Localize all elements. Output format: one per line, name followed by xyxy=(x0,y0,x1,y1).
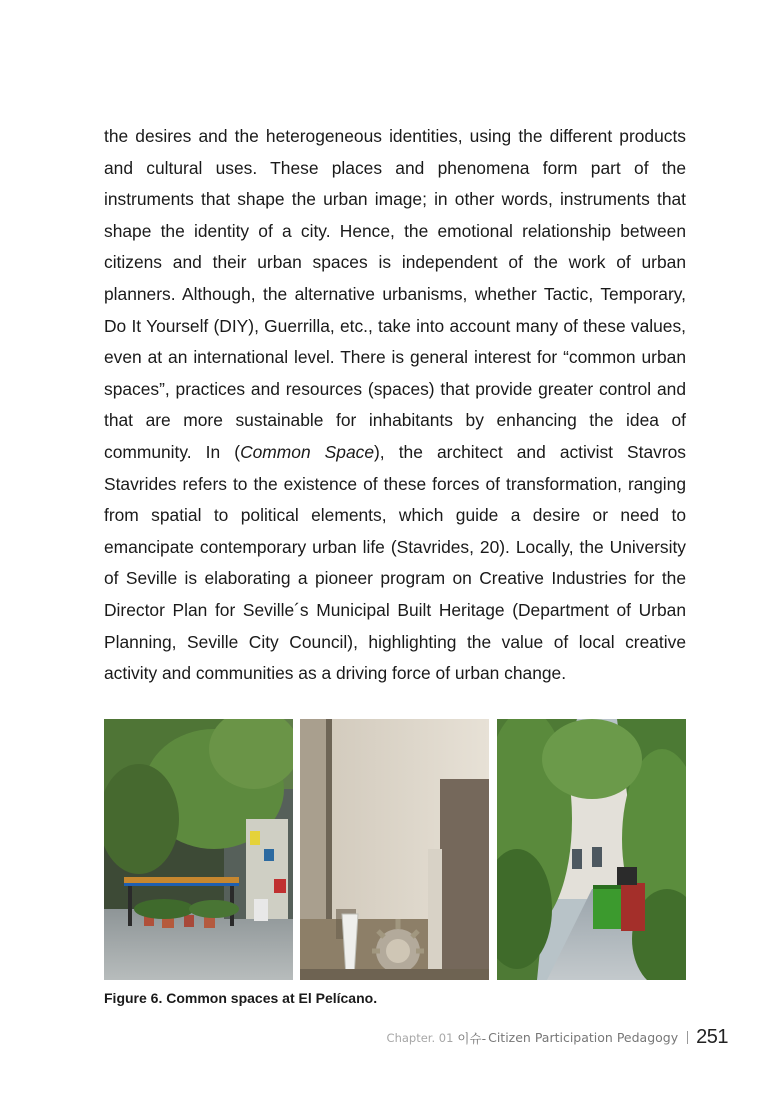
body-text-part-2: ), the architect and activist Stavros Stavrides refers to the existence of these forces of transformation, ranging from spatial to political elements, which guide a desire or need to emancipate contemporary urban life (Stavrides, 20). Locally, the University of Seville is elaborating a pioneer program on Creative Industries for the Director Plan for Seville´s Municipal Built Heritage (Department of Urban Planning, Seville City Council), highlighting the value of local creative activity and communities as a driving force of urban change. xyxy=(104,441,686,684)
photo-alley-barrels xyxy=(497,719,686,980)
page-footer xyxy=(387,1026,728,1049)
page-number: 251 xyxy=(696,1026,728,1048)
footer-issue: 이슈- xyxy=(457,1030,487,1046)
footer-divider xyxy=(687,1031,688,1044)
footer-title: Citizen Participation Pedagogy xyxy=(488,1030,679,1045)
photo-interior-wall xyxy=(300,719,489,980)
figure-photos xyxy=(104,719,686,980)
footer-chapter: Chapter. 01 xyxy=(386,1030,454,1045)
photo-courtyard-plants xyxy=(104,719,293,980)
body-paragraph xyxy=(104,121,686,690)
book-title-italic: Common Space xyxy=(240,441,374,462)
figure-caption: Figure 6. Common spaces at El Pelícano. xyxy=(104,990,378,1006)
body-text-part-1: the desires and the heterogeneous identities, using the different products and cultural uses. These places and phenomena form part of the instruments that shape the urban image; in other words, instruments that shape the identity of a city. Hence, the emotional relationship between citizens and their urban spaces is independent of the work of urban planners. Although, the alternative urbanisms, whether Tactic, Temporary, Do It Yourself (DIY), Guerrilla, etc., take into account many of these values, even at an international level. There is general interest for “common urban spaces”, practices and resources (spaces) that provide greater control and that are more sustainable for inhabitants by enhancing the idea of community. In ( xyxy=(104,126,686,462)
